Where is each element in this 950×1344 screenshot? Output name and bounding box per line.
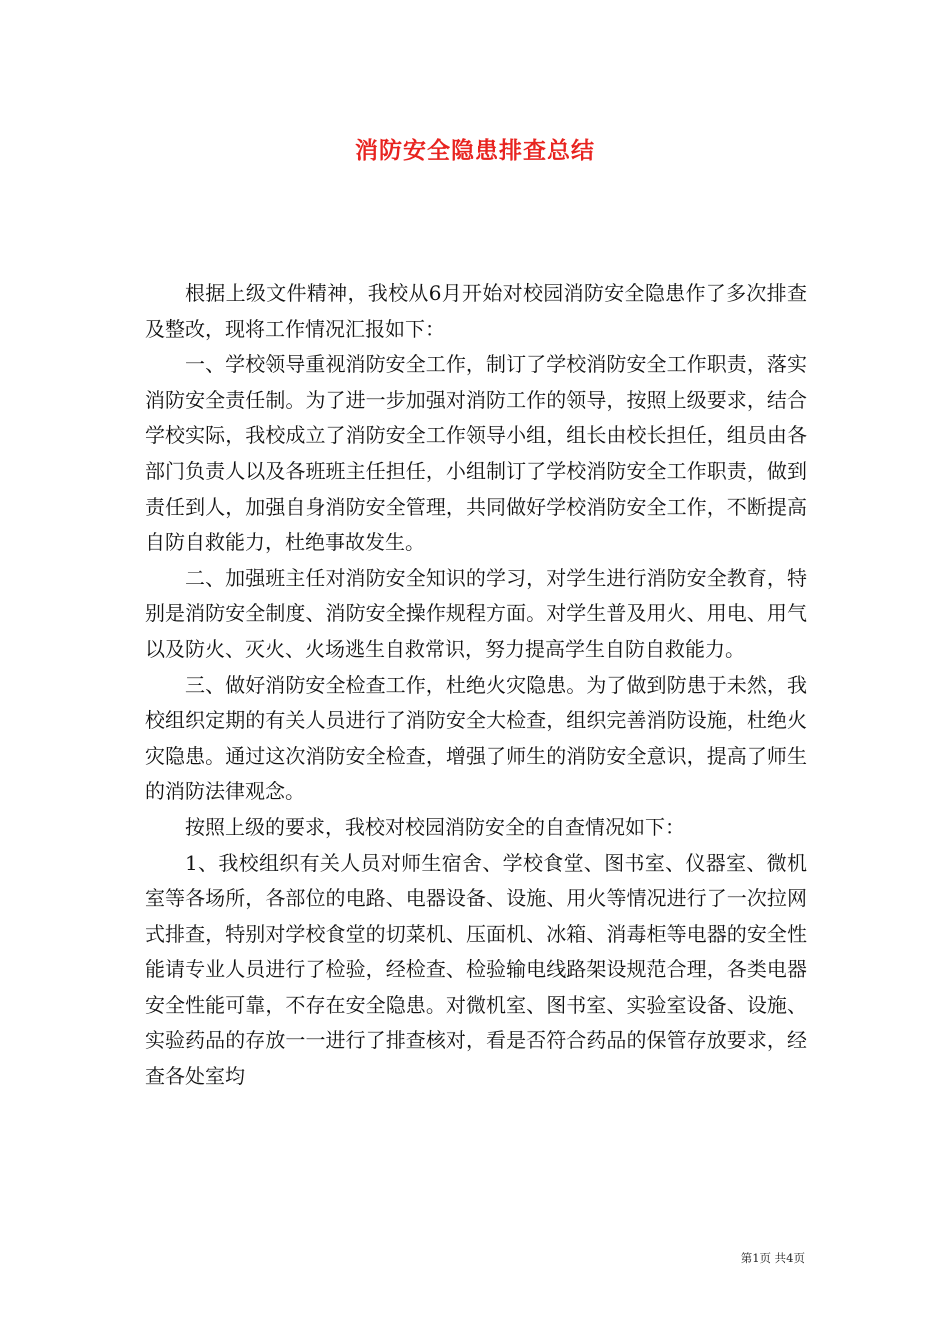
paragraph-self-check-intro: 按照上级的要求，我校对校园消防安全的自查情况如下： (185, 814, 685, 839)
paragraph-section-2: 二、加强班主任对消防安全知识的学习，对学生进行消防安全教育，特别是消防安全制度、消防安全操作规程方面。对学生普及用火、用电、用气以及防火、灭火、火场逃生自救常识，努力提高学生自防自救能力。 (145, 565, 807, 661)
page-number: 第1页 共4页 (740, 1251, 805, 1265)
paragraph-intro: 根据上级文件精神，我校从6月开始对校园消防安全隐患作了多次排查及整改，现将工作情况汇报如下： (145, 281, 807, 341)
paragraph-item-1: 1、我校组织有关人员对师生宿舍、学校食堂、图书室、仪器室、微机室等各场所，各部位的电路、电器设备、设施、用火等情况进行了一次拉网式排查，特别对学校食堂的切菜机、压面机、冰箱、消毒柜等电器的安全性能请专业人员进行了检验，经检查、检验输电线路架设规范合理，各类电器安全性能可靠，不存在安全隐患。对微机室、图书室、实验室设备、设施、实验药品的存放一一进行了排查核对，看是否符合药品的保管存放要求，经查各处室均 (145, 850, 807, 1089)
paragraph-section-1: 一、学校领导重视消防安全工作，制订了学校消防安全工作职责，落实消防安全责任制。为了进一步加强对消防工作的领导，按照上级要求，结合学校实际，我校成立了消防安全工作领导小组，组长由校长担任，组员由各部门负责人以及各班班主任担任，小组制订了学校消防安全工作职责，做到责任到人，加强自身消防安全管理，共同做好学校消防安全工作，不断提高自防自救能力，杜绝事故发生。 (145, 352, 807, 555)
document-body (145, 276, 807, 1095)
document-title: 消防安全隐患排查总结 (355, 137, 595, 164)
paragraph-section-3: 三、做好消防安全检查工作，杜绝火灾隐患。为了做到防患于未然，我校组织定期的有关人员进行了消防安全大检查，组织完善消防设施，杜绝火灾隐患。通过这次消防安全检查，增强了师生的消防安全意识，提高了师生的消防法律观念。 (145, 672, 807, 804)
